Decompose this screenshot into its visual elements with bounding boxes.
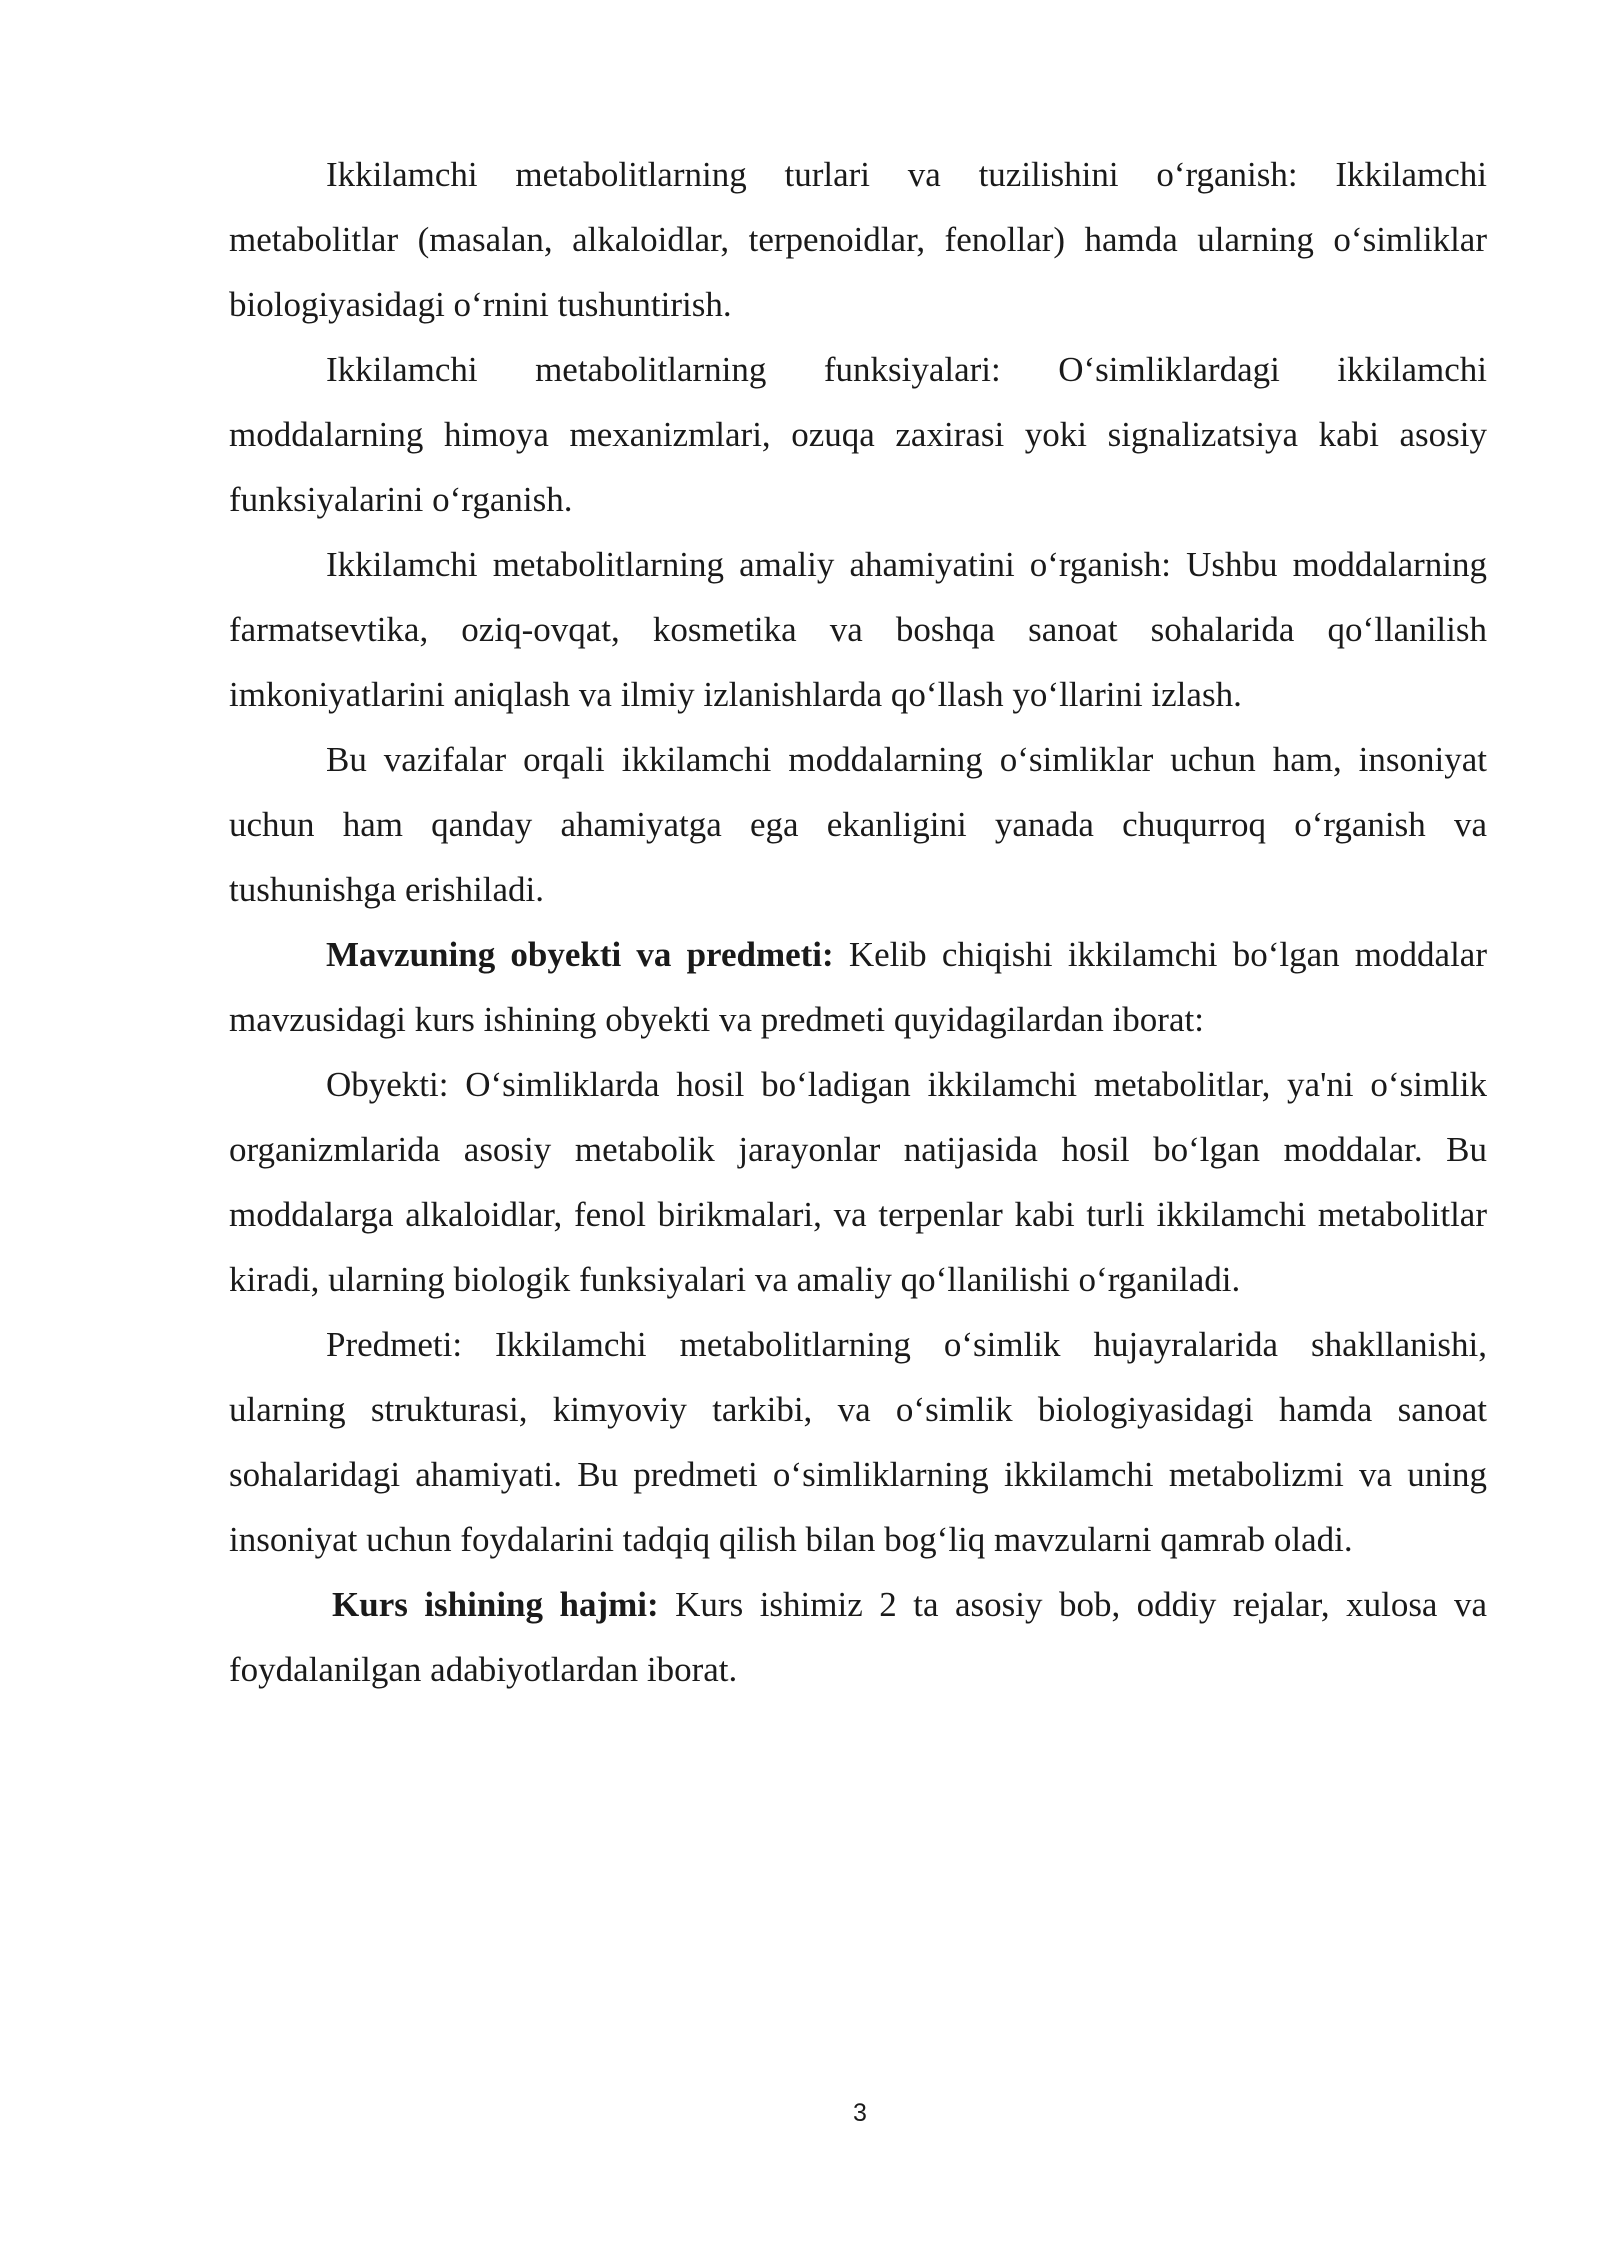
paragraph-text: Bu vazifalar orqali ikkilamchi moddalarning o‘simliklar uchun ham, insoniyat uchun ham qanday ahamiyatga ega ekanligini yanada chuqurroq o‘rganish va tushunishga erishiladi. (229, 740, 1487, 909)
paragraph-object (229, 1052, 1487, 1312)
paragraph-subject (229, 1312, 1487, 1572)
paragraph-functions (229, 337, 1487, 532)
paragraph-text: Ikkilamchi metabolitlarning funksiyalari: O‘simliklardagi ikkilamchi moddalarning himoya mexanizmlari, ozuqa zaxirasi yoki signalizatsiya kabi asosiy funksiyalarini o‘rganish. (229, 350, 1487, 519)
paragraph-text: Kelib chiqishi ikkilamchi bo‘lgan moddalar mavzusidagi kurs ishining obyekti va predmeti quyidagilardan iborat: (229, 935, 1487, 1039)
paragraph-object-subject (229, 922, 1487, 1052)
page-number: 3 (853, 2099, 867, 2127)
paragraph-text: Ikkilamchi metabolitlarning turlari va tuzilishini o‘rganish: Ikkilamchi metabolitlar (masalan, alkaloidlar, terpenoidlar, fenollar) hamda ularning o‘simliklar biologiyasidagi o‘rnini tushuntirish. (229, 155, 1487, 324)
paragraph-text: Obyekti: O‘simliklarda hosil bo‘ladigan ikkilamchi metabolitlar, ya'ni o‘simlik organizmlarida asosiy metabolik jarayonlar natijasida hosil bo‘lgan moddalar. Bu moddalarga alkaloidlar, fenol birikmalari, va terpenlar kabi turli ikkilamchi metabolitlar kiradi, ularning biologik funksiyalari va amaliy qo‘llanilishi o‘rganiladi. (229, 1065, 1487, 1299)
paragraph-text: Kurs ishimiz 2 ta asosiy bob, oddiy rejalar, xulosa va foydalanilgan adabiyotlardan iborat. (229, 1585, 1487, 1689)
paragraph-practical-importance (229, 532, 1487, 727)
page-body (229, 142, 1487, 1702)
paragraph-heading: Mavzuning obyekti va predmeti: (326, 935, 834, 974)
paragraph-types-structure (229, 142, 1487, 337)
paragraph-tasks-summary (229, 727, 1487, 922)
paragraph-text: Ikkilamchi metabolitlarning amaliy ahamiyatini o‘rganish: Ushbu moddalarning farmatsevtika, oziq-ovqat, kosmetika va boshqa sanoat sohalarida qo‘llanilish imkoniyatlarini aniqlash va ilmiy izlanishlarda qo‘llash yo‘llarini izlash. (229, 545, 1487, 714)
paragraph-course-volume (229, 1572, 1487, 1702)
paragraph-heading: Kurs ishining hajmi: (332, 1585, 659, 1624)
paragraph-text: Predmeti: Ikkilamchi metabolitlarning o‘simlik hujayralarida shakllanishi, ularning strukturasi, kimyoviy tarkibi, va o‘simlik biologiyasidagi hamda sanoat sohalaridagi ahamiyati. Bu predmeti o‘simliklarning ikkilamchi metabolizmi va uning insoniyat uchun foydalarini tadqiq qilish bilan bog‘liq mavzularni qamrab oladi. (229, 1325, 1487, 1559)
